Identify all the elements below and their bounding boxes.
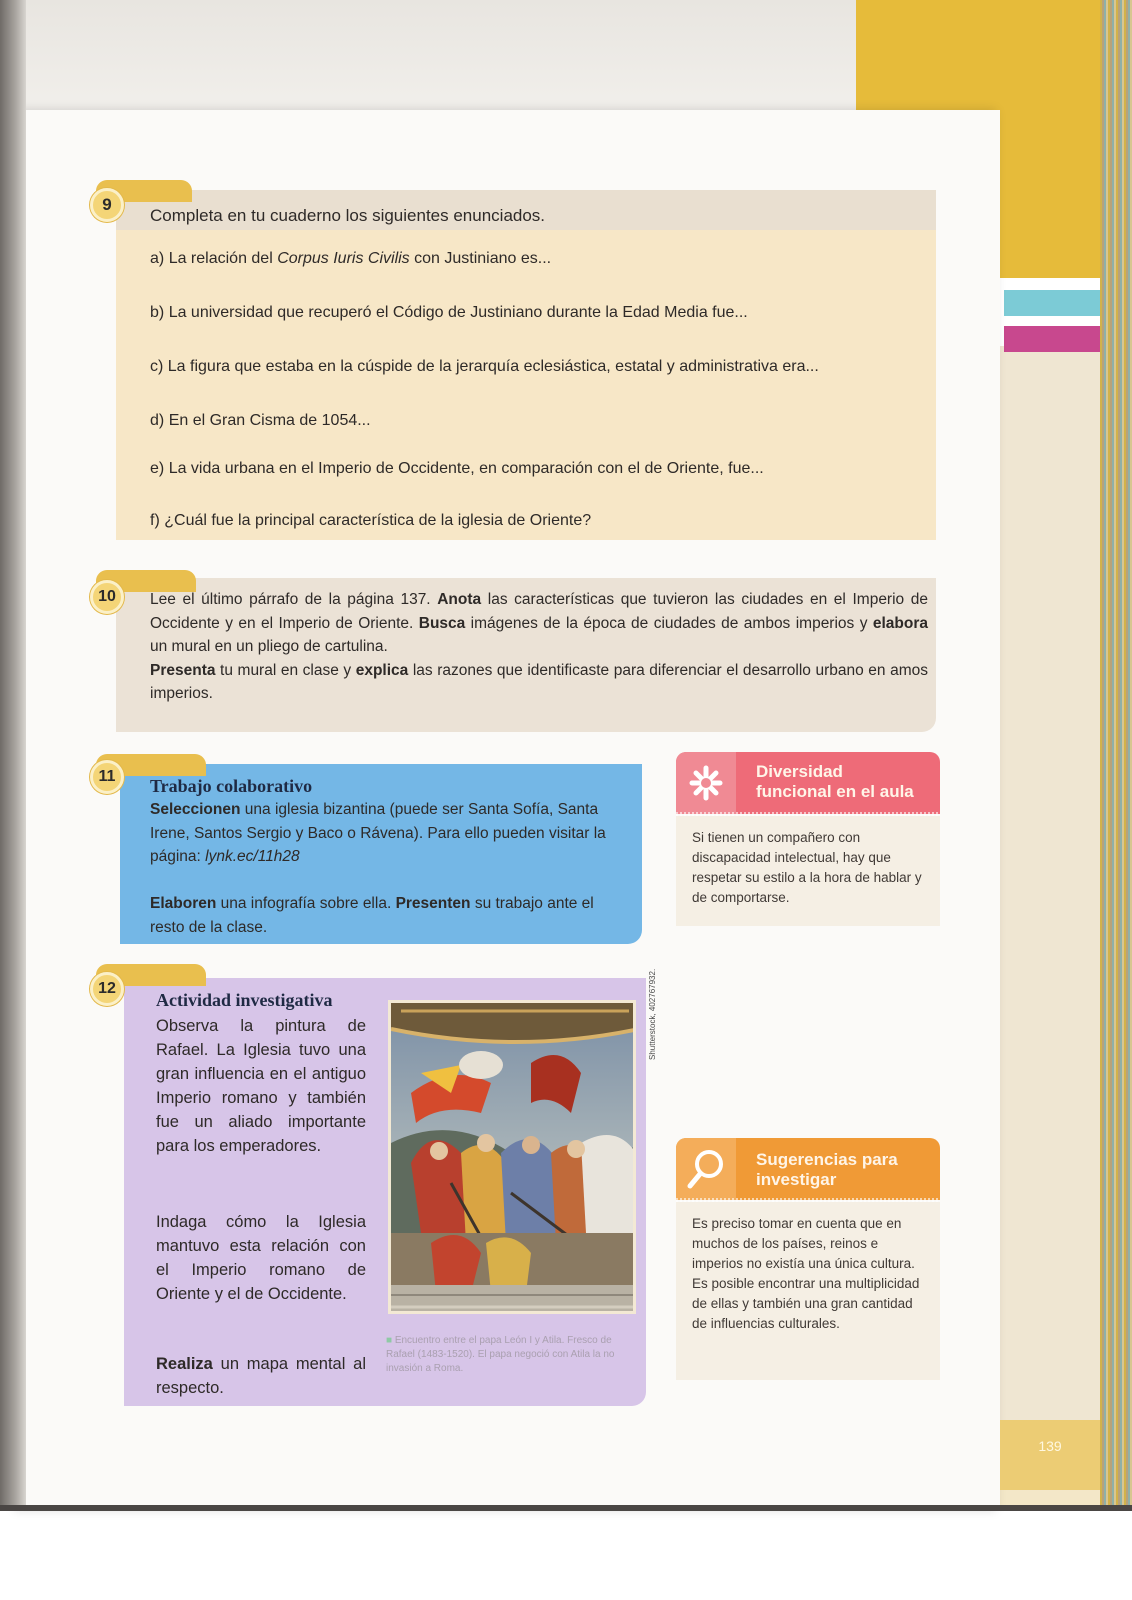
image-caption: ■ Encuentro entre el papa León I y Atila. Fresco de Rafael (1483-1520). El papa negoció con Atila la no invasión a Roma. xyxy=(386,1335,615,1374)
activity-9-item-f: f) ¿Cuál fue la principal característica de la iglesia de Oriente? xyxy=(150,512,592,529)
activity-11-link[interactable]: lynk.ec/11h28 xyxy=(205,848,300,865)
activity-9-number-badge: 9 xyxy=(90,188,124,222)
caption-bullet-icon: ■ xyxy=(386,1335,395,1346)
activity-9-title: Completa en tu cuaderno los siguientes enunciados. xyxy=(150,206,546,225)
activity-12-number-badge: 12 xyxy=(90,972,124,1006)
activity-11-paragraph-2: Elaboren una infografía sobre ella. Presenten su trabajo ante el resto de la clase. xyxy=(150,895,594,936)
activity-9-item-b: b) La universidad que recuperó el Código de Justiniano durante la Edad Media fue... xyxy=(150,304,748,321)
next-page-edge xyxy=(1000,346,1106,1510)
activity-12-paragraph-1: Observa la pintura de Rafael. La Iglesia tuvo una gran influencia en el antiguo Imperio romano y también fue un aliado importante para los emperadores. xyxy=(156,1017,366,1155)
scan-bottom-edge xyxy=(0,1505,1132,1511)
diversidad-title: Diversidad funcional en el aula xyxy=(756,762,914,801)
image-credit: Shutterstock, 402767932. xyxy=(648,968,657,1060)
activity-12-paragraph-2: Indaga cómo la Iglesia mantuvo esta relación con el Imperio romano de Oriente y el de Occidente. xyxy=(156,1213,366,1303)
activity-12-heading: Actividad investigativa xyxy=(156,990,333,1010)
magnifier-icon xyxy=(676,1138,736,1200)
activity-10-text: Lee el último párrafo de la página 137. Anota las características que tuvieron las ciudades en el Imperio de Occidente y en el Imperio de Oriente. Busca imágenes de la época de ciudades de ambos imperios y elabora un mural en un pliego de cartulina. Presenta tu mural en clase y explica las razones que identificaste para diferenciar el desarrollo urbano en amos imperios. xyxy=(150,591,929,702)
activity-11-number-badge: 11 xyxy=(90,760,124,794)
page-tab-cyan xyxy=(1004,290,1104,316)
book-spine-shadow xyxy=(0,0,26,1510)
asterisk-flower-icon xyxy=(676,752,736,814)
activity-9-item-a: a) La relación del Corpus Iuris Civilis con Justiniano es... xyxy=(150,250,552,267)
activity-9-item-d: d) En el Gran Cisma de 1054... xyxy=(150,412,371,429)
sugerencias-body: Es preciso tomar en cuenta que en muchos de los países, reinos e imperios no existía una única cultura. Es posible encontrar una multiplicidad de ellas y también una gran cantidad de influencias culturales. xyxy=(676,1202,940,1380)
raphael-fresco-image xyxy=(388,1000,636,1314)
activity-10-number-badge: 10 xyxy=(90,580,124,614)
activity-9-item-e: e) La vida urbana en el Imperio de Occidente, en comparación con el de Oriente, fue... xyxy=(150,460,764,477)
page-tab-magenta xyxy=(1004,326,1104,352)
activity-11-heading: Trabajo colaborativo xyxy=(150,776,313,796)
activity-12-paragraph-3: Realiza un mapa mental al respecto. xyxy=(156,1355,366,1397)
activity-11-paragraph-1: Seleccionen una iglesia bizantina (puede ser Santa Sofía, Santa Irene, Santos Sergio y Baco o Rávena). Para ello pueden visitar la página: lynk.ec/11h28 xyxy=(150,801,606,865)
book-page-edges xyxy=(1100,0,1132,1510)
sugerencias-title: Sugerencias para investigar xyxy=(756,1150,898,1189)
page-number: 139 xyxy=(1000,1420,1100,1490)
diversidad-body: Si tienen un compañero con discapacidad intelectual, hay que respetar su estilo a la hora de hablar y de comportarse. xyxy=(676,816,940,926)
activity-9-item-c: c) La figura que estaba en la cúspide de la jerarquía eclesiástica, estatal y administrativa era... xyxy=(150,358,819,375)
